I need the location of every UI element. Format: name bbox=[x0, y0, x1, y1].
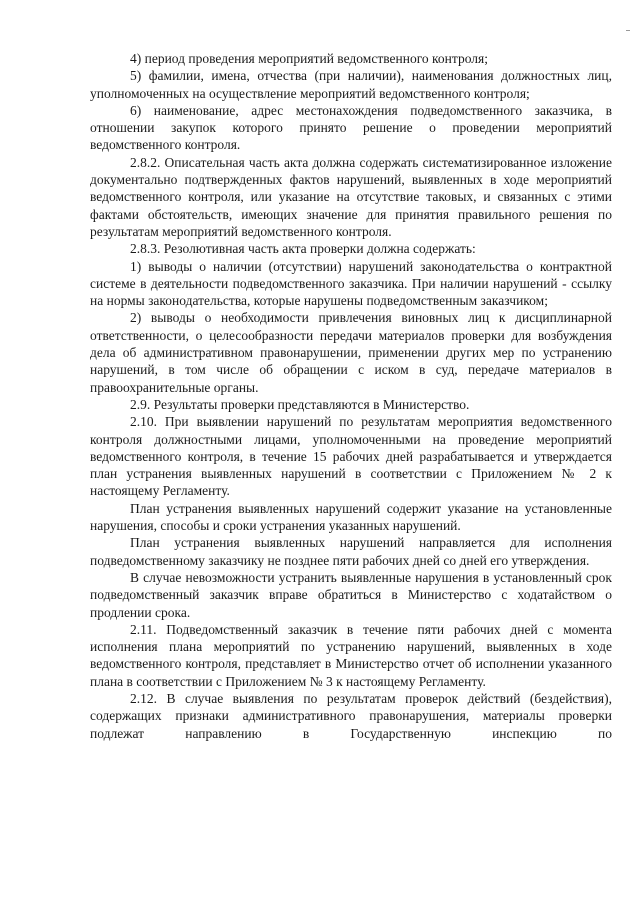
paragraph-conclusion-1: 1) выводы о наличии (отсутствии) нарушений законодательства о контрактной системе в деятельности подведомственного заказчика. При наличии нарушений - ссылку на нормы законодательства, которые нарушены подведомственным заказчиком; bbox=[90, 258, 612, 309]
paragraph-item-5: 5) фамилии, имена, отчества (при наличии), наименования должностных лиц, уполномоченных на осуществление мероприятий ведомственного контроля; bbox=[90, 68, 612, 101]
paragraph-item-6: 6) наименование, адрес местонахождения подведомственного заказчика, в отношении закупок которого принято решение о проведении мероприятий ведомственного контроля. bbox=[90, 102, 612, 153]
paragraph-conclusion-2: 2) выводы о необходимости привлечения виновных лиц к дисциплинарной ответственности, о целесообразности передачи материалов проверки для возбуждения дела об административном правонарушении, применении других мер по устранению нарушений, в том числе об обращении с иском в суд, передаче материалов в правоохранительные органы. bbox=[90, 310, 612, 395]
paragraph-plan-delivery: План устранения выявленных нарушений направляется для исполнения подведомственному заказчику не позднее пяти рабочих дней со дней его утверждения. bbox=[90, 535, 612, 568]
paragraph-item-4: 4) период проведения мероприятий ведомственного контроля; bbox=[130, 51, 488, 66]
paragraph-2-12: 2.12. В случае выявления по результатам проверок действий (бездействия), содержащих признаки административного правонарушения, материалы проверки подлежат направлению в Государственную инспекцию по bbox=[90, 690, 612, 741]
paragraph-plan-content: План устранения выявленных нарушений содержит указание на установленные нарушения, способы и сроки устранения указанных нарушений. bbox=[90, 500, 612, 534]
document-page bbox=[90, 50, 612, 742]
paragraph-2-8-2: 2.8.2. Описательная часть акта должна содержать систематизированное изложение документально подтвержденных фактов нарушений, выявленных в ходе мероприятий ведомственного контроля, или указание на отсутствие таковых, и связанных с этими фактами обстоятельств, имеющих значение для принятия правильного решения по результатам мероприятий ведомственного контроля. bbox=[90, 154, 612, 239]
paragraph-2-9: 2.9. Результаты проверки представляются в Министерство. bbox=[130, 396, 470, 412]
paragraph-extension-request: В случае невозможности устранить выявленные нарушения в установленный срок подведомственный заказчик вправе обратиться в Министерство с ходатайством о продлении срока. bbox=[90, 569, 612, 620]
paragraph-2-11: 2.11. Подведомственный заказчик в течение пяти рабочих дней с момента исполнения плана мероприятий по устранению нарушений, выявленных в ходе ведомственного контроля, представляет в Министерство отчет об исполнении указанного плана в соответствии с Приложением № 3 к настоящему Регламенту. bbox=[90, 621, 612, 689]
paragraph-2-10: 2.10. При выявлении нарушений по результатам мероприятия ведомственного контроля должностными лицами, уполномоченными на проведение мероприятий ведомственного контроля, в течение 15 рабочих дней разрабатывается и утверждается план устранения выявленных нарушений в соответствии с Приложением № 2 к настоящему Регламенту. bbox=[90, 414, 612, 499]
paragraph-2-8-3: 2.8.3. Резолютивная часть акта проверки должна содержать: bbox=[130, 241, 476, 257]
scan-artifact bbox=[626, 30, 630, 31]
